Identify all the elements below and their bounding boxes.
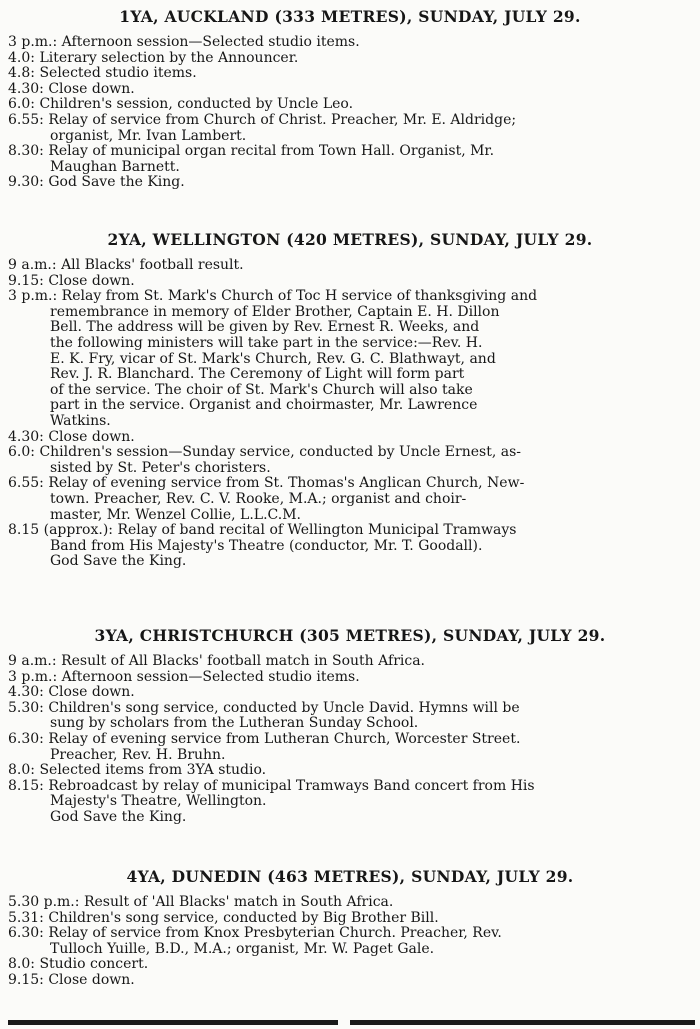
program-text: Children's song service, conducted by Uncle David. Hymns will be: [48, 699, 520, 716]
program-text: Relay of evening service from Lutheran Church, Worcester Street.: [48, 730, 521, 747]
program-time: 9 a.m.:: [8, 257, 57, 273]
program-entry: [8, 430, 700, 446]
program-text: God Save the King.: [50, 553, 187, 570]
program-time: 4.30:: [8, 428, 44, 445]
program-time: 9 a.m.:: [8, 653, 57, 669]
program-entry: [8, 35, 700, 51]
program-text: Close down.: [48, 971, 135, 988]
program-entry: [8, 523, 700, 570]
program-time: 8.15: [8, 522, 40, 539]
program-text: Close down.: [48, 80, 135, 97]
program-text: Rev. J. R. Blanchard. The Ceremony of Light will form part: [50, 366, 465, 383]
program-entry: [8, 926, 700, 957]
program-entry: [8, 911, 700, 927]
program-list: [0, 654, 700, 826]
program-text: Afternoon session—Selected studio items.: [61, 668, 360, 685]
program-time: 4.30:: [8, 80, 44, 97]
program-time: 4.8:: [8, 65, 35, 82]
column-rule-left: [8, 1020, 338, 1025]
program-text: E. K. Fry, vicar of St. Mark's Church, Rev. G. C. Blathwayt, and: [50, 350, 496, 367]
program-text: organist, Mr. Ivan Lambert.: [50, 127, 247, 144]
program-text: master, Mr. Wenzel Collie, L.L.C.M.: [50, 506, 302, 523]
program-time: 4.0:: [8, 49, 35, 66]
program-time: 6.30:: [8, 730, 44, 747]
program-time: 6.55:: [8, 475, 44, 492]
program-entry: [8, 258, 700, 274]
program-text: Result of All Blacks' football match in South Africa.: [61, 653, 426, 669]
program-entry: [8, 957, 700, 973]
program-text: Children's session—Sunday service, conducted by Uncle Ernest, as-: [39, 444, 521, 461]
program-text: remembrance in memory of Elder Brother, Captain E. H. Dillon: [50, 303, 500, 320]
program-text: the following ministers will take part in the service:—Rev. H.: [50, 334, 483, 351]
program-entry: [8, 66, 700, 82]
program-text: God Save the King.: [48, 174, 185, 191]
program-entry: [8, 175, 700, 191]
program-text: Preacher, Rev. H. Bruhn.: [50, 746, 226, 763]
program-time: 3 p.m.:: [8, 668, 58, 685]
program-time: 5.30:: [8, 699, 44, 716]
program-entry: [8, 445, 700, 476]
section-4ya: [0, 866, 700, 989]
section-heading: 2YA, WELLINGTON (420 METRES), SUNDAY, JULY 29.: [107, 230, 593, 249]
program-text: Afternoon session—Selected studio items.: [61, 34, 360, 50]
program-time: 5.31:: [8, 909, 44, 926]
program-text: Tulloch Yuille, B.D., M.A.; organist, Mr. W. Paget Gale.: [50, 940, 435, 957]
program-entry: [8, 763, 700, 779]
column-rule-right: [350, 1020, 695, 1025]
program-text: Watkins.: [50, 412, 111, 429]
program-time: 6.0:: [8, 96, 35, 113]
section-3ya: [0, 625, 700, 826]
program-time: 8.0:: [8, 762, 35, 779]
program-time: 8.30:: [8, 143, 44, 160]
program-entry: [8, 97, 700, 113]
program-text: Literary selection by the Announcer.: [39, 49, 299, 66]
program-text: God Save the King.: [50, 808, 187, 825]
program-text: (approx.): Relay of band recital of Wellington Municipal Tramways: [43, 522, 517, 539]
program-list: [0, 895, 700, 989]
program-text: Relay of evening service from St. Thomas's Anglican Church, New-: [48, 475, 525, 492]
program-entry: [8, 701, 700, 732]
program-time: 3 p.m.:: [8, 288, 58, 305]
program-text: Close down.: [48, 428, 135, 445]
program-entry: [8, 476, 700, 523]
program-text: sisted by St. Peter's choristers.: [50, 459, 271, 476]
program-time: 9.15:: [8, 971, 44, 988]
program-text: Studio concert.: [39, 956, 149, 973]
program-time: 6.30:: [8, 925, 44, 942]
program-time: 8.15:: [8, 777, 44, 794]
program-list: [0, 258, 700, 570]
program-entry: [8, 654, 700, 670]
program-time: 6.55:: [8, 111, 44, 128]
program-text: Result of 'All Blacks' match in South Africa.: [83, 894, 394, 910]
program-text: All Blacks' football result.: [61, 257, 244, 273]
section-heading: 1YA, AUCKLAND (333 METRES), SUNDAY, JULY 29.: [119, 7, 581, 26]
program-entry: [8, 670, 700, 686]
program-text: part in the service. Organist and choirmaster, Mr. Lawrence: [50, 397, 478, 414]
program-entry: [8, 82, 700, 98]
program-text: Selected studio items.: [39, 65, 197, 82]
program-text: Bell. The address will be given by Rev. Ernest R. Weeks, and: [50, 319, 480, 336]
program-entry: [8, 779, 700, 826]
program-text: Rebroadcast by relay of municipal Tramways Band concert from His: [48, 777, 535, 794]
section-1ya: [0, 6, 700, 191]
program-entry: [8, 274, 700, 290]
program-time: 9.15:: [8, 272, 44, 289]
program-entry: [8, 51, 700, 67]
program-text: Children's song service, conducted by Big Brother Bill.: [48, 909, 439, 926]
program-time: 9.30:: [8, 174, 44, 191]
program-entry: [8, 685, 700, 701]
program-text: of the service. The choir of St. Mark's Church will also take: [50, 381, 473, 398]
program-entry: [8, 289, 700, 429]
section-heading: 3YA, CHRISTCHURCH (305 METRES), SUNDAY, JULY 29.: [94, 626, 606, 645]
section-heading: 4YA, DUNEDIN (463 METRES), SUNDAY, JULY 29.: [126, 867, 574, 886]
program-time: 4.30:: [8, 684, 44, 701]
program-time: 5.30 p.m.:: [8, 894, 80, 910]
program-time: 3 p.m.:: [8, 34, 58, 50]
program-entry: [8, 144, 700, 175]
program-text: Close down.: [48, 272, 135, 289]
program-text: Close down.: [48, 684, 135, 701]
program-list: [0, 35, 700, 191]
program-text: Relay from St. Mark's Church of Toc H service of thanksgiving and: [61, 288, 538, 305]
program-text: sung by scholars from the Lutheran Sunday School.: [50, 715, 419, 732]
program-text: Relay of service from Knox Presbyterian Church. Preacher, Rev.: [48, 925, 502, 942]
program-text: Majesty's Theatre, Wellington.: [50, 793, 267, 810]
program-text: town. Preacher, Rev. C. V. Rooke, M.A.; organist and choir-: [50, 490, 467, 507]
program-time: 6.0:: [8, 444, 35, 461]
program-time: 8.0:: [8, 956, 35, 973]
program-text: Maughan Barnett.: [50, 158, 180, 175]
section-2ya: [0, 229, 700, 570]
program-text: Band from His Majesty's Theatre (conductor, Mr. T. Goodall).: [50, 537, 483, 554]
program-text: Children's session, conducted by Uncle Leo.: [39, 96, 354, 113]
program-entry: [8, 895, 700, 911]
program-entry: [8, 973, 700, 989]
program-text: Relay of municipal organ recital from Town Hall. Organist, Mr.: [48, 143, 495, 160]
program-text: Selected items from 3YA studio.: [39, 762, 267, 779]
program-entry: [8, 732, 700, 763]
program-entry: [8, 113, 700, 144]
program-text: Relay of service from Church of Christ. Preacher, Mr. E. Aldridge;: [48, 111, 517, 128]
